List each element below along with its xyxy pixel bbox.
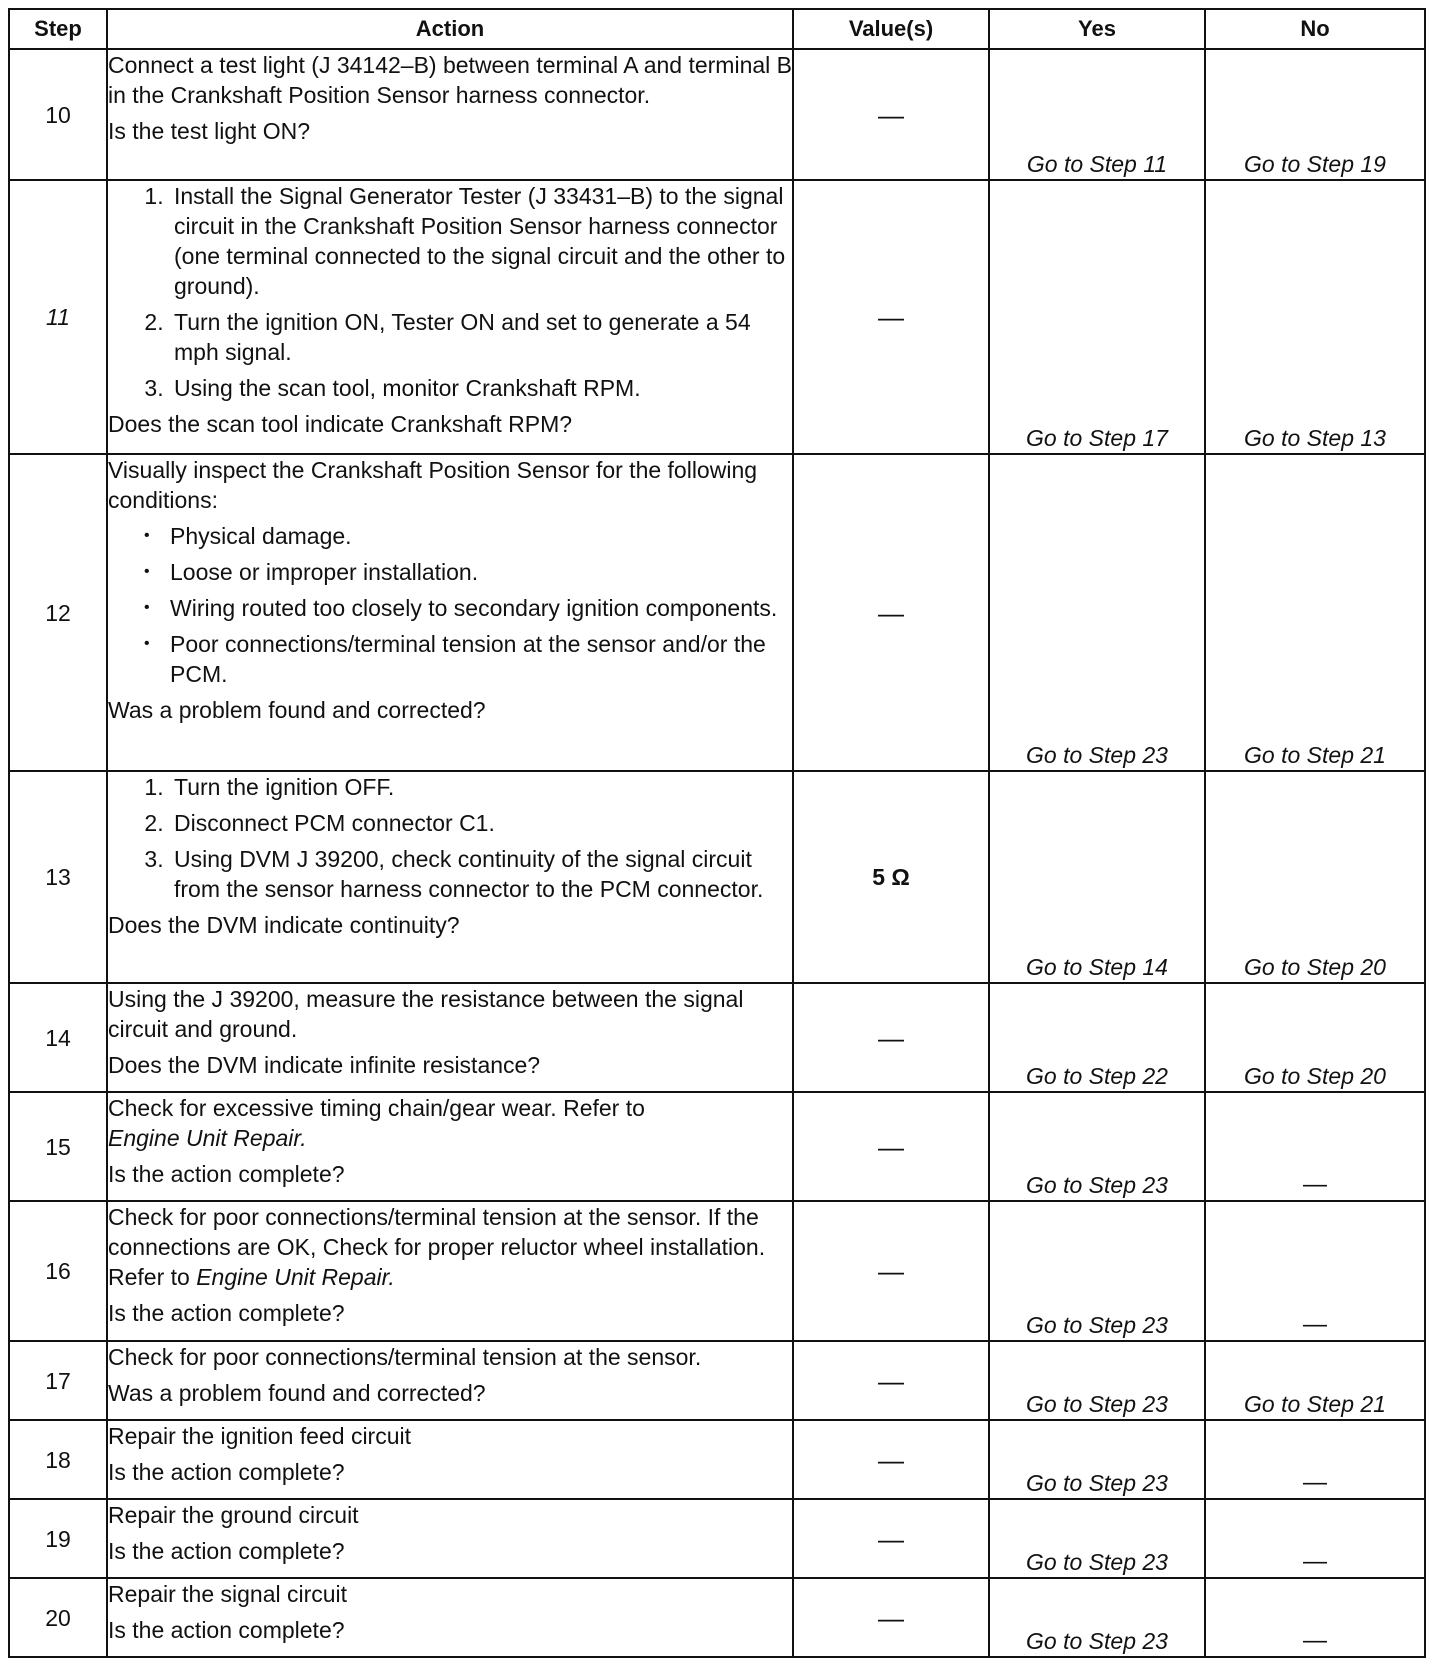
value-cell: — [793, 1578, 989, 1657]
no-cell: Go to Step 20 [1205, 771, 1425, 983]
yes-cell: Go to Step 17 [989, 180, 1205, 454]
header-yes: Yes [989, 9, 1205, 49]
action-cell [107, 1420, 793, 1499]
condition-item: • Poor connections/terminal tension at the sensor and/or the PCM. [170, 629, 792, 689]
step-number: 17 [9, 1341, 107, 1420]
action-steps-list [108, 181, 792, 403]
action-cell [107, 983, 793, 1092]
condition-item: • Physical damage. [170, 521, 792, 551]
no-cell: — [1205, 1499, 1425, 1578]
value-cell: — [793, 1092, 989, 1201]
action-cell [107, 1499, 793, 1578]
no-cell: Go to Step 20 [1205, 983, 1425, 1092]
value-cell: — [793, 454, 989, 771]
action-step-item: 2. Disconnect PCM connector C1. [170, 808, 792, 838]
value-cell: — [793, 1341, 989, 1420]
condition-list [108, 521, 792, 689]
yes-cell: Go to Step 23 [989, 1341, 1205, 1420]
no-cell: Go to Step 19 [1205, 49, 1425, 180]
table-row [9, 771, 1425, 983]
yes-cell: Go to Step 23 [989, 454, 1205, 771]
action-text: Repair the ground circuit [108, 1502, 359, 1528]
action-question: Does the scan tool indicate Crankshaft RPM? [108, 411, 573, 437]
action-step-item: 1. Turn the ignition OFF. [170, 772, 792, 802]
step-number: 16 [9, 1201, 107, 1341]
value-cell: — [793, 49, 989, 180]
table-header-row [9, 9, 1425, 49]
yes-cell: Go to Step 22 [989, 983, 1205, 1092]
action-text [108, 1093, 792, 1153]
action-cell [107, 771, 793, 983]
condition-item: • Wiring routed too closely to secondary ignition components. [170, 593, 792, 623]
yes-cell: Go to Step 23 [989, 1578, 1205, 1657]
header-step: Step [9, 9, 107, 49]
table-row [9, 1201, 1425, 1341]
action-cell [107, 180, 793, 454]
action-text [108, 1202, 792, 1292]
table-row [9, 180, 1425, 454]
action-cell [107, 1092, 793, 1201]
table-row [9, 1578, 1425, 1657]
action-text: Visually inspect the Crankshaft Position Sensor for the following conditions: [108, 457, 758, 513]
action-step-item: 3. Using the scan tool, monitor Crankshaft RPM. [170, 373, 792, 403]
action-question: Was a problem found and corrected? [108, 1380, 486, 1406]
action-cell [107, 454, 793, 771]
yes-cell: Go to Step 11 [989, 49, 1205, 180]
table-row [9, 1499, 1425, 1578]
action-question: Is the test light ON? [108, 118, 310, 144]
no-cell: — [1205, 1201, 1425, 1341]
step-number: 15 [9, 1092, 107, 1201]
value-cell: — [793, 983, 989, 1092]
action-question: Is the action complete? [108, 1300, 345, 1326]
no-cell: Go to Step 21 [1205, 454, 1425, 771]
action-cell [107, 1201, 793, 1341]
no-cell: — [1205, 1578, 1425, 1657]
yes-cell: Go to Step 23 [989, 1201, 1205, 1341]
action-question: Does the DVM indicate continuity? [108, 912, 460, 938]
action-question: Is the action complete? [108, 1161, 345, 1187]
yes-cell: Go to Step 14 [989, 771, 1205, 983]
action-text-main: Check for poor connections/terminal tension at the sensor. If the connections are OK, Check for proper reluctor wheel installation. Refer to [108, 1204, 766, 1290]
value-cell: — [793, 1201, 989, 1341]
action-text: Repair the ignition feed circuit [108, 1423, 411, 1449]
action-question: Is the action complete? [108, 1459, 345, 1485]
action-text: Check for poor connections/terminal tension at the sensor. [108, 1344, 702, 1370]
action-step-item: 2. Turn the ignition ON, Tester ON and set to generate a 54 mph signal. [170, 307, 792, 367]
action-text-main: Check for excessive timing chain/gear wear. Refer to [108, 1095, 645, 1121]
step-number: 12 [9, 454, 107, 771]
header-action: Action [107, 9, 793, 49]
step-number: 20 [9, 1578, 107, 1657]
step-number: 19 [9, 1499, 107, 1578]
table-row [9, 983, 1425, 1092]
value-cell: — [793, 180, 989, 454]
diagnostic-table [8, 8, 1426, 1658]
condition-item: • Loose or improper installation. [170, 557, 792, 587]
action-step-item: 1. Install the Signal Generator Tester (J 33431–B) to the signal circuit in the Crankshaft Position Sensor harness connector (one terminal connected to the signal circuit and the other to ground). [170, 181, 792, 301]
action-question: Does the DVM indicate infinite resistance? [108, 1052, 541, 1078]
action-steps-list [108, 772, 792, 904]
manual-reference: Engine Unit Repair. [196, 1264, 395, 1290]
table-row [9, 1092, 1425, 1201]
step-number: 18 [9, 1420, 107, 1499]
value-cell: — [793, 1420, 989, 1499]
no-cell: Go to Step 13 [1205, 180, 1425, 454]
action-cell [107, 1341, 793, 1420]
header-no: No [1205, 9, 1425, 49]
manual-reference: Engine Unit Repair. [108, 1125, 307, 1151]
table-row [9, 49, 1425, 180]
action-text: Using the J 39200, measure the resistance between the signal circuit and ground. [108, 986, 744, 1042]
action-step-item: 3. Using DVM J 39200, check continuity of the signal circuit from the sensor harness connector to the PCM connector. [170, 844, 792, 904]
step-number: 13 [9, 771, 107, 983]
yes-cell: Go to Step 23 [989, 1499, 1205, 1578]
action-cell [107, 49, 793, 180]
value-cell: — [793, 1499, 989, 1578]
action-text: Connect a test light (J 34142–B) between terminal A and terminal B in the Crankshaft Position Sensor harness connector. [108, 52, 793, 108]
step-number: 11 [9, 180, 107, 454]
table-row [9, 1420, 1425, 1499]
step-number: 14 [9, 983, 107, 1092]
action-question: Is the action complete? [108, 1617, 345, 1643]
header-values: Value(s) [793, 9, 989, 49]
action-question: Was a problem found and corrected? [108, 697, 486, 723]
step-number: 10 [9, 49, 107, 180]
table-row [9, 454, 1425, 771]
value-cell: 5 Ω [793, 771, 989, 983]
yes-cell: Go to Step 23 [989, 1420, 1205, 1499]
action-text: Repair the signal circuit [108, 1581, 348, 1607]
no-cell: — [1205, 1420, 1425, 1499]
no-cell: Go to Step 21 [1205, 1341, 1425, 1420]
no-cell: — [1205, 1092, 1425, 1201]
table-row [9, 1341, 1425, 1420]
yes-cell: Go to Step 23 [989, 1092, 1205, 1201]
action-cell [107, 1578, 793, 1657]
action-question: Is the action complete? [108, 1538, 345, 1564]
